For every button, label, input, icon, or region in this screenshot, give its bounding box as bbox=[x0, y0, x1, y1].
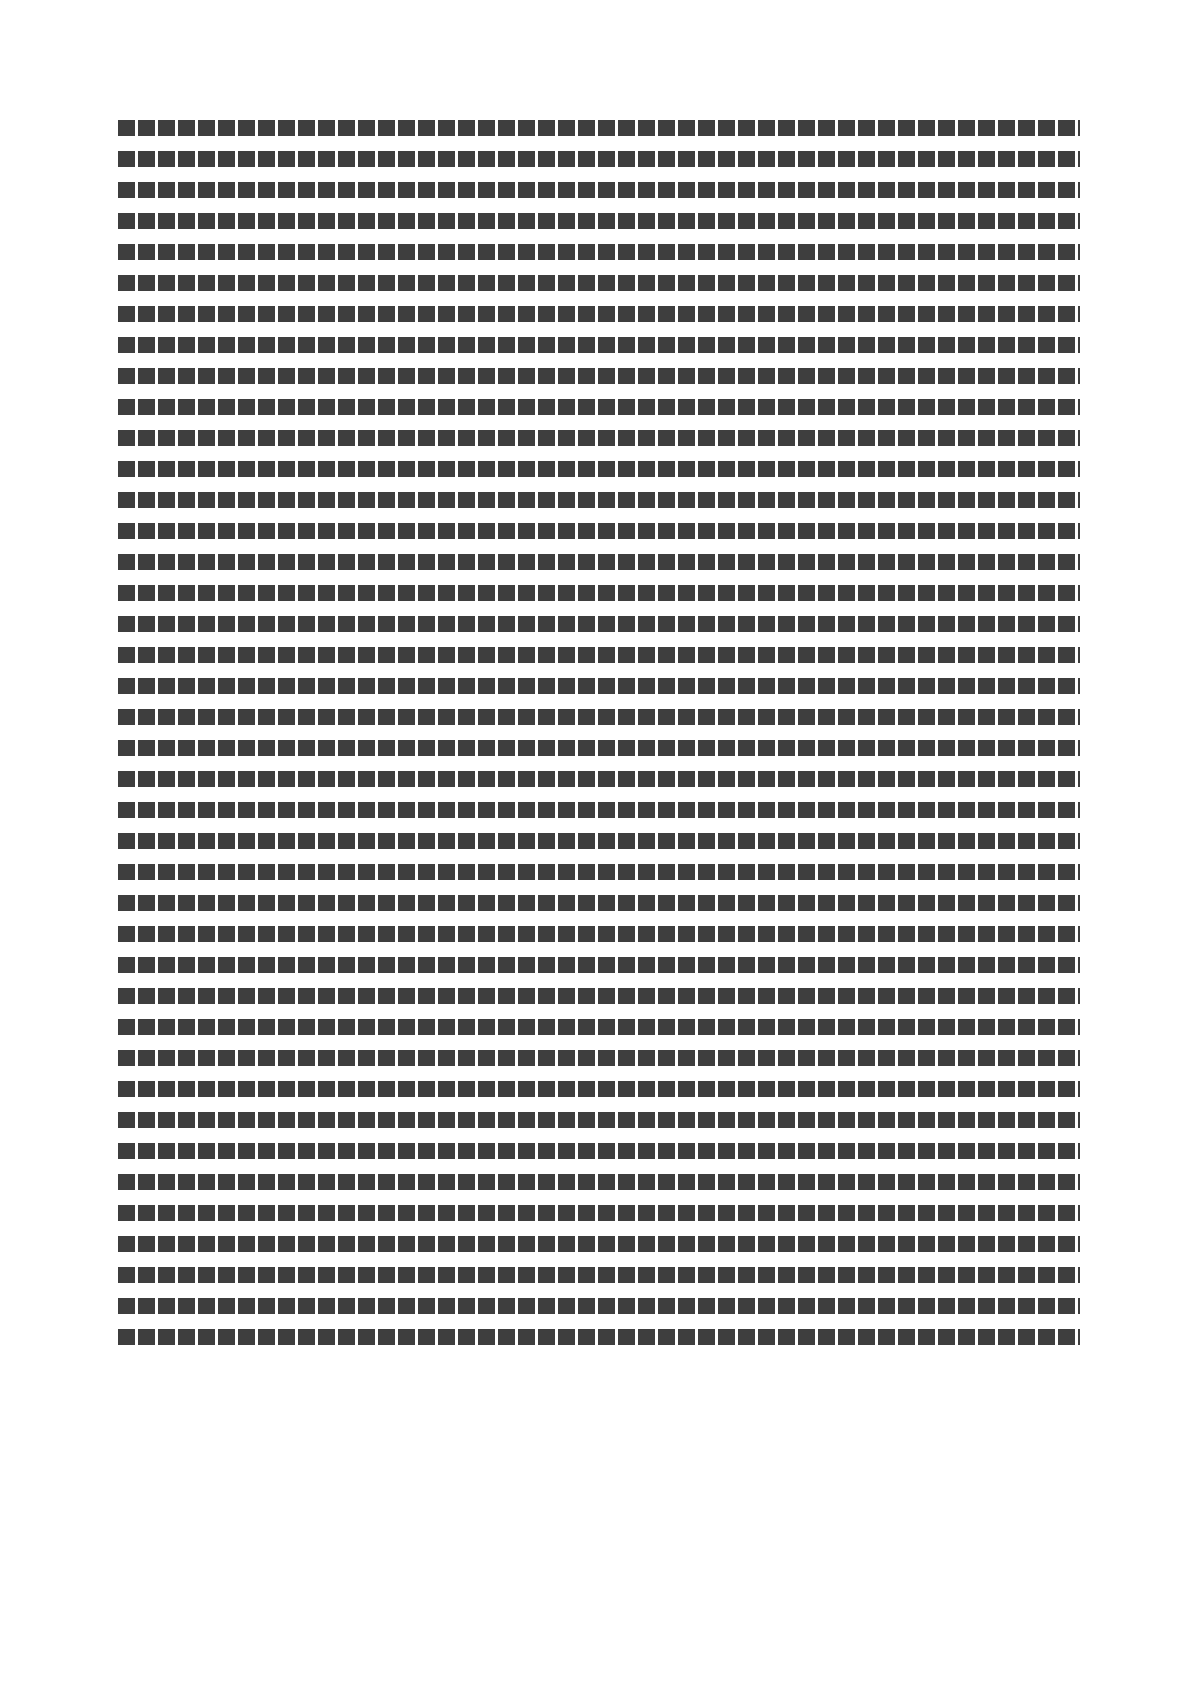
text-line bbox=[118, 926, 1080, 942]
text-line bbox=[118, 585, 1080, 601]
text-line bbox=[118, 213, 1080, 229]
text-line bbox=[118, 306, 1080, 322]
text-line bbox=[118, 368, 1080, 384]
text-line bbox=[118, 275, 1080, 291]
text-line bbox=[118, 120, 1080, 136]
text-line bbox=[118, 864, 1080, 880]
text-line bbox=[118, 895, 1080, 911]
text-line bbox=[118, 957, 1080, 973]
text-line bbox=[118, 1081, 1080, 1097]
text-line bbox=[118, 709, 1080, 725]
text-line bbox=[118, 1236, 1080, 1252]
text-line bbox=[118, 1298, 1080, 1314]
text-line bbox=[118, 461, 1080, 477]
text-line bbox=[118, 988, 1080, 1004]
text-line bbox=[118, 399, 1080, 415]
text-block bbox=[118, 118, 1080, 1366]
text-line bbox=[118, 1205, 1080, 1221]
text-line bbox=[118, 492, 1080, 508]
text-line bbox=[118, 1143, 1080, 1159]
text-line bbox=[118, 616, 1080, 632]
text-line bbox=[118, 523, 1080, 539]
text-line bbox=[118, 337, 1080, 353]
text-line bbox=[118, 1267, 1080, 1283]
text-line bbox=[118, 554, 1080, 570]
text-line bbox=[118, 678, 1080, 694]
text-line bbox=[118, 1112, 1080, 1128]
text-line bbox=[118, 740, 1080, 756]
text-line bbox=[118, 833, 1080, 849]
text-line bbox=[118, 1329, 1080, 1345]
text-line bbox=[118, 1019, 1080, 1035]
text-line bbox=[118, 647, 1080, 663]
text-line bbox=[118, 182, 1080, 198]
text-line bbox=[118, 151, 1080, 167]
text-line bbox=[118, 430, 1080, 446]
text-line bbox=[118, 1050, 1080, 1066]
text-line bbox=[118, 1174, 1080, 1190]
text-line bbox=[118, 771, 1080, 787]
text-line bbox=[118, 244, 1080, 260]
text-line bbox=[118, 802, 1080, 818]
